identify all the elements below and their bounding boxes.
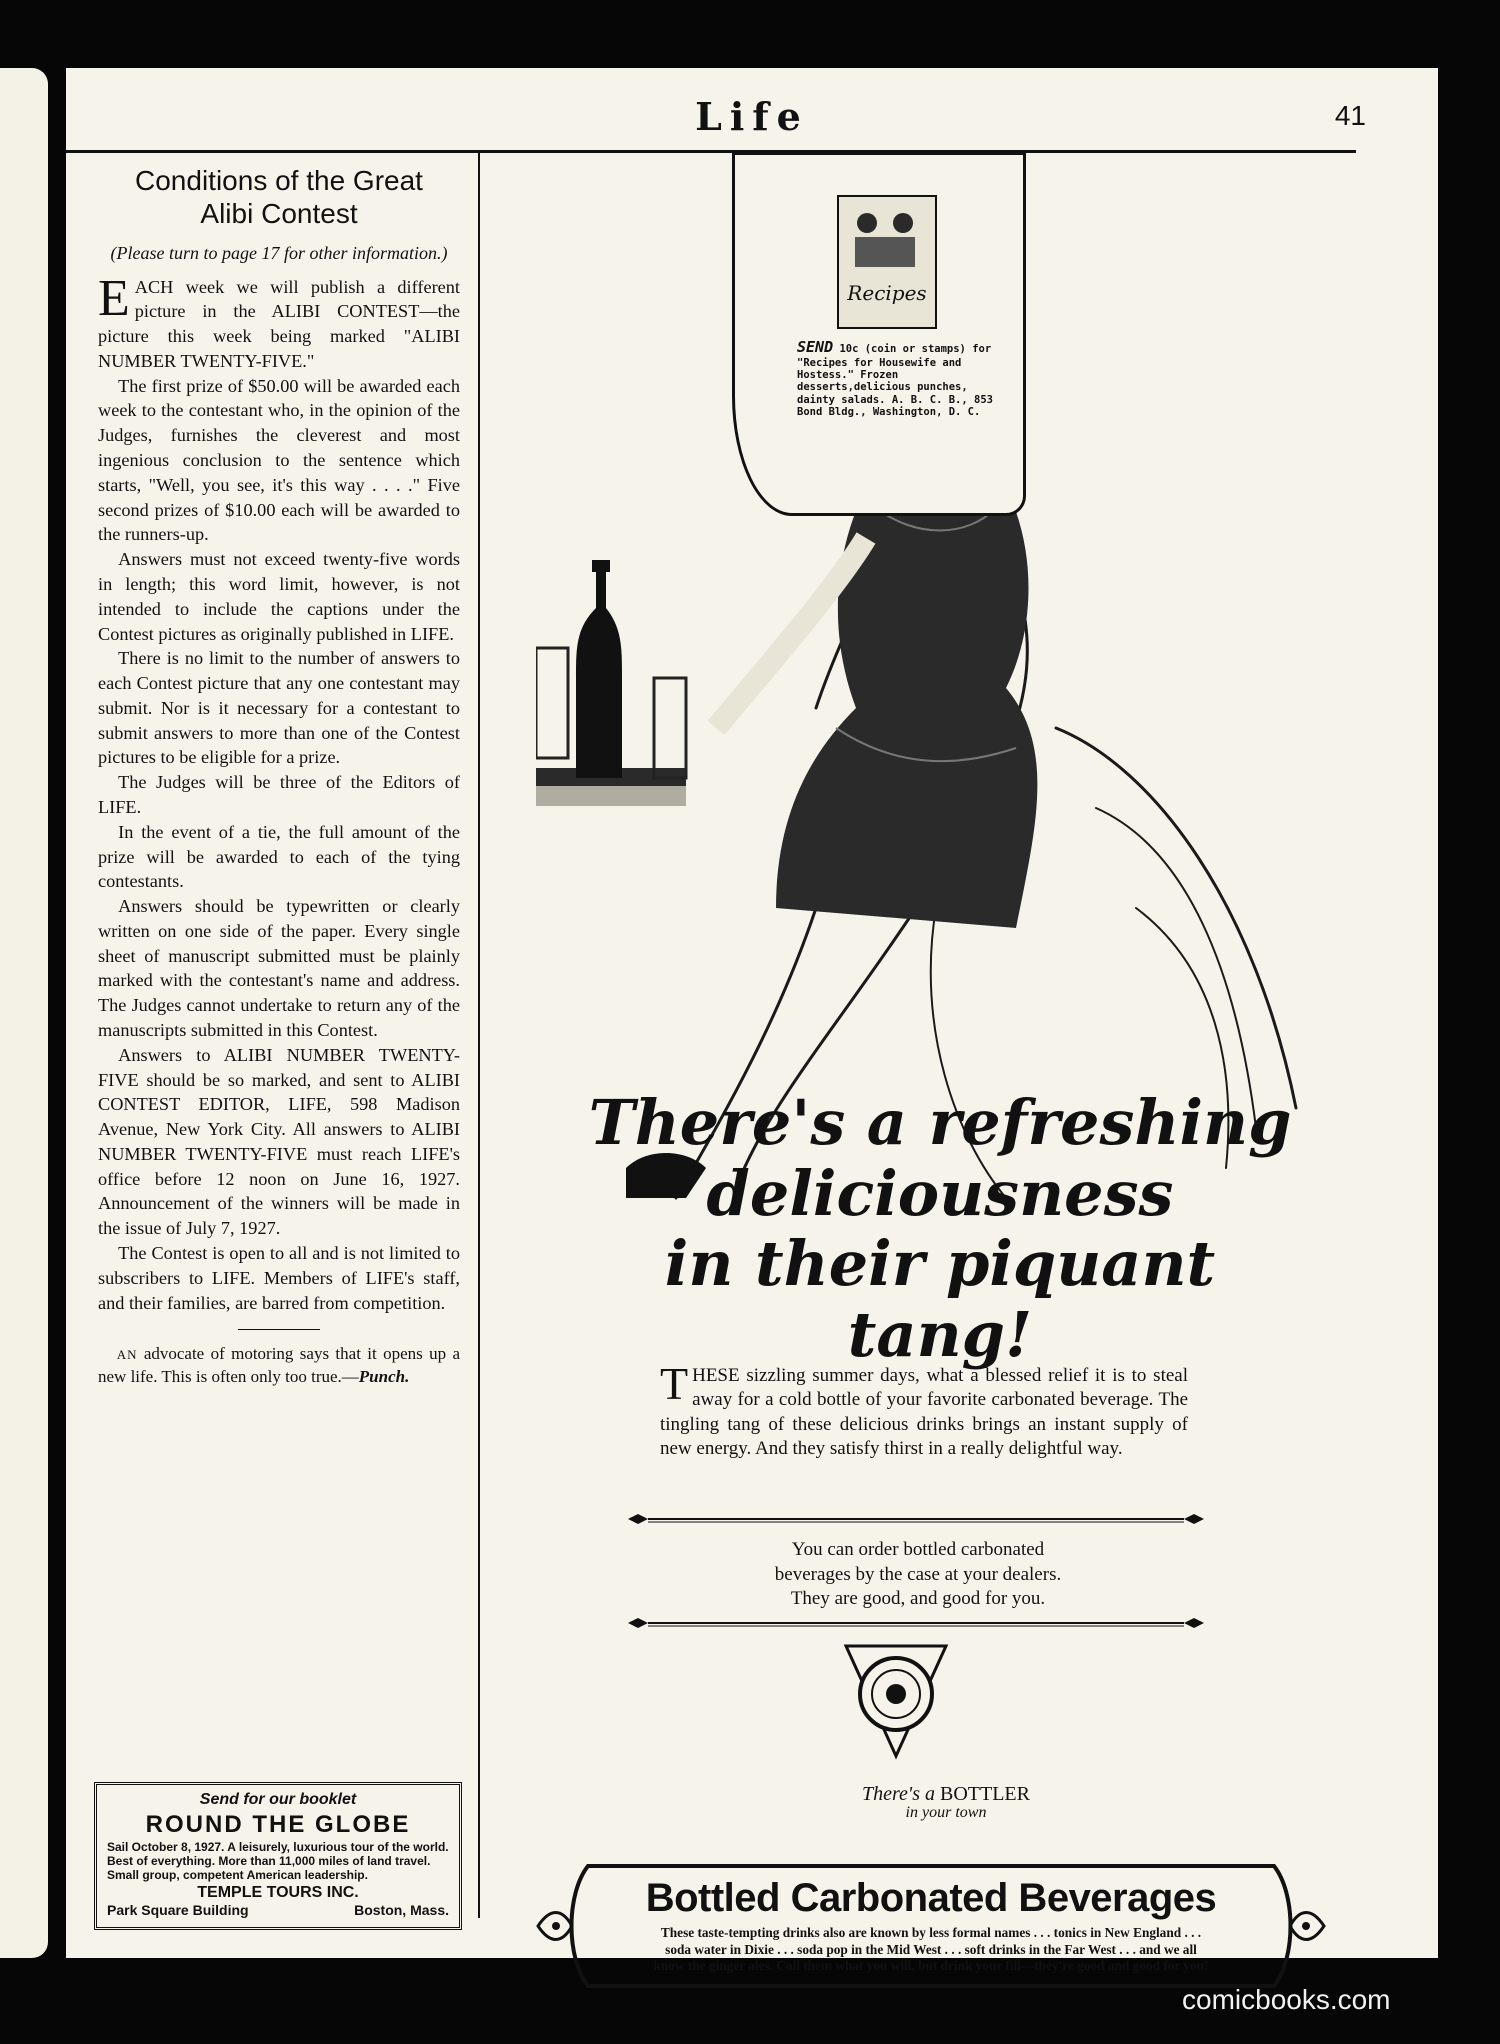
contest-paragraph: Answers to ALIBI NUMBER TWENTY-FIVE should be so marked, and sent to ALIBI CONTEST EDITOR, LIFE, 598 Madison Avenue, New York City. All answers to ALIBI NUMBER TWENTY-FIVE must reach LIFE's office before 12 noon on June 16, 1927. Announcement of the winners will be made in the issue of July 7, 1927. xyxy=(98,1044,460,1239)
booklet-address xyxy=(107,1902,449,1918)
filler-source: Punch. xyxy=(358,1367,410,1387)
contest-paragraph: The Contest is open to all and is not limited to subscribers to LIFE. Members of LIFE's staff, and their families, are barred from competition. xyxy=(98,1243,460,1313)
contest-paragraph: The first prize of $50.00 will be awarded each week to the contestant who, in the opinion of the Judges, furnishes the cleverest and most ingenious conclusion to the sentence which starts, "Well, you see, it's this way . . . ." Five second prizes of $10.00 each will be awarded to the runners-up. xyxy=(98,375,460,545)
order-line: They are good, and good for you. xyxy=(790,1588,1046,1610)
recipe-send-word: SEND xyxy=(797,338,834,356)
headline-line: in their piquant tang! xyxy=(664,1227,1216,1372)
ad-body-text: HESE sizzling summer days, what a blessed relief it is to steal away for a cold bottle of your favorite carbonated beverage. The tingling tang of these delicious drinks brings an instant supply of new energy. And they satisfy thirst in a really delightful way. xyxy=(660,1365,1188,1459)
site-watermark: comicbooks.com xyxy=(1182,1984,1391,2015)
filler-lead: AN xyxy=(116,1347,138,1363)
contest-paragraph: Answers should be typewritten or clearly written on one side of the paper. Every single sheet of manuscript submitted must be plainly marked with the contestant's name and address. The Judges cannot undertake to return any of the manuscripts submitted in this Contest. xyxy=(98,896,460,1040)
contest-paragraph: In the event of a tie, the full amount of the prize will be awarded to each of the tying contestants. xyxy=(98,821,460,892)
contest-paragraph: Answers must not exceed twenty-five words in length; this word limit, however, is not intended to include the captions under the Contest pictures as originally published in LIFE. xyxy=(98,549,460,644)
recipe-offer-box xyxy=(732,152,1026,516)
filler-paragraph xyxy=(98,1342,460,1388)
previous-page-edge xyxy=(0,68,48,1958)
order-line: beverages by the case at your dealers. xyxy=(774,1563,1062,1585)
beverages-banner xyxy=(536,1864,1326,1988)
column-rule xyxy=(478,150,480,1918)
banner-line: know the ginger ales. Call them what you will, but drink your fill—they're good and good for you! xyxy=(653,1958,1209,1974)
booklet-address-left: Park Square Building xyxy=(107,1902,249,1919)
banner-line: These taste-tempting drinks also are known by less formal names . . . tonics in New England . . . xyxy=(660,1925,1202,1940)
recipe-booklet-icon xyxy=(837,195,937,329)
recipe-offer-text xyxy=(797,339,1007,419)
bottlers-seal-icon xyxy=(836,1636,956,1766)
headline-line: deliciousness xyxy=(706,1156,1174,1230)
recipe-cover-art xyxy=(839,197,931,277)
bottler-prefix: There's a xyxy=(862,1783,935,1805)
bottler-word: BOTTLER xyxy=(939,1783,1030,1805)
magazine-page xyxy=(66,68,1438,1974)
order-copy xyxy=(706,1538,1130,1612)
recipe-offer-body: 10c (coin or stamps) for "Recipes for Housewife and Hostess." Frozen desserts,delicious punches, dainty salads. A. B. C. B., 853 Bond Bldg., Washington, D. C. xyxy=(797,343,993,419)
booklet-address-right: Boston, Mass. xyxy=(354,1902,449,1919)
ornamental-rule xyxy=(628,1616,1204,1630)
contest-paragraph xyxy=(98,269,460,374)
contest-title-line: Alibi Contest xyxy=(200,198,358,230)
header-rule xyxy=(66,150,1356,153)
order-line: You can order bottled carbonated xyxy=(791,1539,1045,1560)
banner-title: Bottled Carbonated Beverages xyxy=(645,1876,1217,1920)
recipe-book-title: Recipes xyxy=(847,281,927,305)
ad-body-copy xyxy=(660,1358,1188,1461)
masthead-title: Life xyxy=(695,94,809,139)
contest-paragraph: The Judges will be three of the Editors of LIFE. xyxy=(98,772,460,817)
contest-title xyxy=(98,164,460,230)
contest-column xyxy=(98,162,460,1388)
bottler-suffix: in your town xyxy=(905,1804,987,1821)
drop-cap: T xyxy=(660,1358,689,1409)
filler-text: advocate of motoring says that it opens up a new life. This is often only too true.— xyxy=(98,1344,460,1387)
contest-paragraph: There is no limit to the number of answers to each Contest picture that any one contestant may submit. Nor is it necessary for a contestant to submit answers to more than one of the Contest pictures to be eligible for a prize. xyxy=(98,648,460,768)
banner-line: soda water in Dixie . . . soda pop in the Mid West . . . soft drinks in the Far West . . . and we all xyxy=(665,1941,1197,1957)
ad-headline xyxy=(570,1088,1310,1371)
booklet-company: TEMPLE TOURS INC. xyxy=(197,1884,359,1902)
page-number: 41 xyxy=(1334,100,1366,131)
banner-content xyxy=(588,1864,1274,1986)
contest-note: (Please turn to page 17 for other information.) xyxy=(110,243,448,264)
section-divider xyxy=(238,1329,320,1330)
banner-body xyxy=(598,1925,1264,1975)
booklet-ad xyxy=(94,1782,462,1930)
bottler-tagline xyxy=(826,1784,1066,1822)
ornamental-rule xyxy=(628,1512,1204,1526)
drop-cap: E xyxy=(98,269,130,327)
booklet-header: Send for our booklet xyxy=(199,1791,357,1808)
headline-line: There's a refreshing xyxy=(588,1086,1292,1159)
booklet-body: Sail October 8, 1927. A leisurely, luxurious tour of the world. Best of everything. More than 11,000 miles of land travel. Small group, competent American leadership. xyxy=(107,1840,449,1882)
contest-paragraph-text: ACH week we will publish a different picture in the ALIBI CONTEST—the picture this week being marked "ALIBI NUMBER TWENTY-FIVE." xyxy=(98,276,460,371)
contest-title-line: Conditions of the Great xyxy=(135,165,423,196)
booklet-title: ROUND THE GLOBE xyxy=(145,1811,411,1838)
